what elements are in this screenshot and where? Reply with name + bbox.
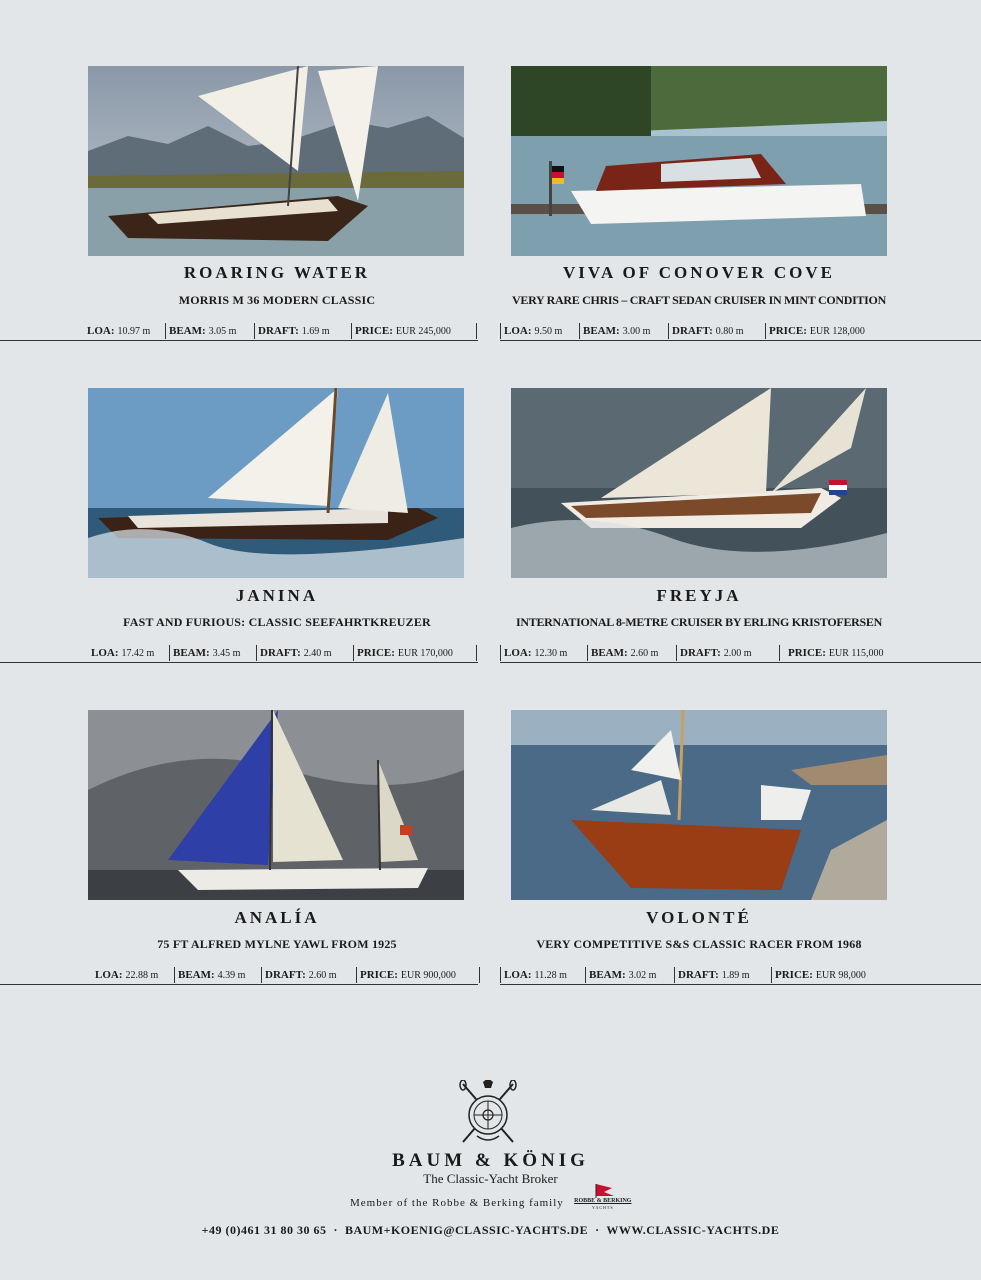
spec-label: PRICE: <box>360 969 398 981</box>
spec-price <box>356 967 480 983</box>
yacht-subtitle: VERY RARE CHRIS – CRAFT SEDAN CRUISER IN MINT CONDITION <box>512 293 886 307</box>
spec-price <box>779 645 911 661</box>
brand-tagline: The Classic-Yacht Broker <box>423 1171 558 1186</box>
yacht-photo <box>511 710 887 900</box>
spec-beam <box>587 645 676 661</box>
yacht-name: ROARING WATER <box>183 263 371 282</box>
spec-label: BEAM: <box>591 647 628 659</box>
divider-rule <box>500 340 981 341</box>
spec-value: 1.69 m <box>301 326 330 337</box>
spec-loa <box>500 967 585 983</box>
spec-draft <box>261 967 356 983</box>
spec-beam <box>585 967 674 983</box>
spec-loa <box>84 323 165 339</box>
spec-label: BEAM: <box>589 969 626 981</box>
spec-value: EUR 128,000 <box>809 326 865 337</box>
divider-rule <box>500 662 981 663</box>
brand-name: BAUM & KÖNIG <box>392 1150 589 1171</box>
spec-row <box>92 966 480 984</box>
spec-label: DRAFT: <box>265 969 306 981</box>
spec-value: 22.88 m <box>125 970 159 981</box>
spec-value: 2.00 m <box>723 648 752 659</box>
spec-label: PRICE: <box>775 969 813 981</box>
membership-line <box>350 1182 670 1212</box>
spec-label: BEAM: <box>178 969 215 981</box>
spec-label: PRICE: <box>769 325 807 337</box>
divider-rule <box>0 662 478 663</box>
spec-value: 10.97 m <box>117 326 151 337</box>
spec-label: PRICE: <box>788 647 826 659</box>
spec-draft <box>256 645 353 661</box>
spec-value: 12.30 m <box>534 648 568 659</box>
yacht-photo <box>88 388 464 578</box>
spec-beam <box>174 967 261 983</box>
spec-label: DRAFT: <box>680 647 721 659</box>
spec-draft <box>668 323 765 339</box>
spec-row <box>84 322 477 340</box>
robbe-berking-logo <box>568 1182 638 1212</box>
spec-value: 0.80 m <box>715 326 744 337</box>
spec-value: 3.05 m <box>208 326 237 337</box>
spec-value: 3.45 m <box>212 648 241 659</box>
spec-value: EUR 115,000 <box>828 648 884 659</box>
spec-label: BEAM: <box>173 647 210 659</box>
spec-label: LOA: <box>504 647 532 659</box>
spec-draft <box>676 645 779 661</box>
spec-loa <box>500 323 579 339</box>
spec-value: 2.40 m <box>303 648 332 659</box>
yacht-name: FREYJA <box>656 586 742 605</box>
spec-label: PRICE: <box>355 325 393 337</box>
spec-label: DRAFT: <box>672 325 713 337</box>
yacht-subtitle: 75 FT ALFRED MYLNE YAWL FROM 1925 <box>157 937 397 951</box>
spec-price <box>353 645 477 661</box>
spec-price <box>351 323 477 339</box>
spec-price <box>771 967 890 983</box>
robbe-berking-logo-text: ROBBE & BERKING <box>574 1198 632 1204</box>
divider-rule <box>500 984 981 985</box>
spec-label: DRAFT: <box>258 325 299 337</box>
spec-loa <box>500 645 587 661</box>
divider-rule <box>0 340 478 341</box>
robbe-berking-logo-sub: YACHTS <box>592 1205 614 1210</box>
spec-value: 3.02 m <box>628 970 657 981</box>
spec-value: 2.60 m <box>630 648 659 659</box>
yacht-name: JANINA <box>235 586 319 605</box>
spec-row <box>500 644 911 662</box>
spec-value: 9.50 m <box>534 326 563 337</box>
spec-value: EUR 245,000 <box>395 326 451 337</box>
spec-label: PRICE: <box>357 647 395 659</box>
membership-text: Member of the Robbe & Berking family <box>350 1197 564 1209</box>
spec-label: LOA: <box>504 969 532 981</box>
yacht-subtitle: INTERNATIONAL 8-METRE CRUISER BY ERLING KRISTOFERSEN <box>516 615 882 629</box>
spec-label: DRAFT: <box>678 969 719 981</box>
spec-label: LOA: <box>91 647 119 659</box>
spec-value: EUR 900,000 <box>400 970 456 981</box>
spec-row <box>500 322 890 340</box>
spec-label: DRAFT: <box>260 647 301 659</box>
yacht-name: ANALÍA <box>234 908 320 927</box>
spec-label: BEAM: <box>169 325 206 337</box>
yacht-photo <box>511 388 887 578</box>
spec-value: 11.28 m <box>534 970 567 981</box>
yacht-subtitle: FAST AND FURIOUS: CLASSIC SEEFAHRTKREUZER <box>123 615 431 629</box>
spec-row <box>88 644 477 662</box>
spec-row <box>500 966 890 984</box>
spec-label: LOA: <box>504 325 532 337</box>
spec-label: LOA: <box>95 969 123 981</box>
spec-label: LOA: <box>87 325 115 337</box>
spec-value: EUR 98,000 <box>815 970 866 981</box>
spec-label: BEAM: <box>583 325 620 337</box>
spec-value: 4.39 m <box>217 970 246 981</box>
yacht-name: VIVA OF CONOVER COVE <box>562 263 836 282</box>
spec-beam <box>579 323 668 339</box>
spec-value: 1.89 m <box>721 970 750 981</box>
spec-loa <box>92 967 174 983</box>
yacht-photo <box>88 66 464 256</box>
spec-loa <box>88 645 169 661</box>
yacht-subtitle: MORRIS M 36 MODERN CLASSIC <box>178 293 376 307</box>
divider-rule <box>0 984 478 985</box>
spec-draft <box>674 967 771 983</box>
spec-beam <box>169 645 256 661</box>
spec-price <box>765 323 890 339</box>
yacht-subtitle: VERY COMPETITIVE S&S CLASSIC RACER FROM 1968 <box>536 937 862 951</box>
spec-beam <box>165 323 254 339</box>
spec-value: 17.42 m <box>121 648 155 659</box>
contact-line: +49 (0)461 31 80 30 65 · BAUM+KOENIG@CLASSIC-YACHTS.DE · WWW.CLASSIC-YACHTS.DE <box>201 1223 780 1237</box>
yacht-photo <box>88 710 464 900</box>
baum-koenig-emblem-icon <box>455 1080 521 1150</box>
spec-draft <box>254 323 351 339</box>
spec-value: 2.60 m <box>308 970 337 981</box>
spec-value: EUR 170,000 <box>397 648 453 659</box>
yacht-name: VOLONTÉ <box>646 908 752 927</box>
spec-value: 3.00 m <box>622 326 651 337</box>
yacht-photo <box>511 66 887 256</box>
